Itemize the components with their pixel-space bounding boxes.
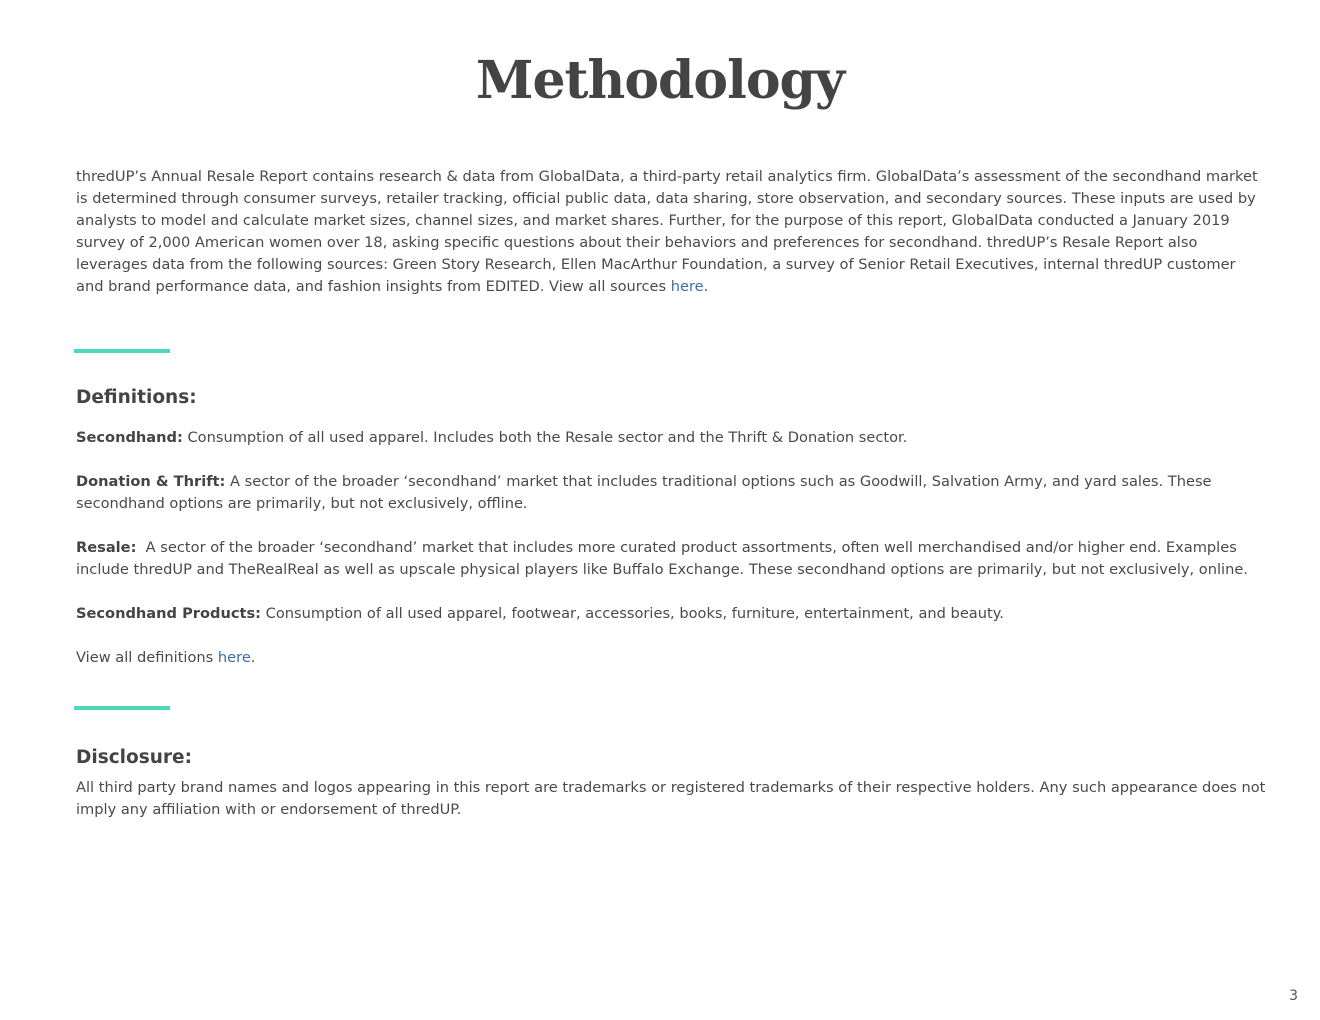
section-divider-definitions [74,349,170,353]
disclosure-text: All third party brand names and logos appearing in this report are trademarks or registered trademarks of their respective holders. Any such appearance does not imply any affiliation with or endorsement of thredUP. [76,779,1266,818]
definition-text: Consumption of all used apparel. Includes both the Resale sector and the Thrift & Donation sector. [182,429,908,446]
section-divider-disclosure [74,706,170,710]
methodology-text: thredUP’s Annual Resale Report contains research & data from GlobalData, a third-party retail analytics firm. GlobalData’s assessment of the secondhand market is determined through consumer surveys, retailer tracking, official public data, data sharing, store observation, and secondary sources. These inputs are used by analysts to model and calculate market sizes, channel sizes, and market shares. Further, for the purpose of this report, GlobalData conducted a January 2019 survey of 2,000 American women over 18, asking specific questions about their behaviors and preferences for secondhand. thredUP’s Resale Report also leverages data from the following sources: Green Story Research, Ellen MacArthur Foundation, a survey of Senior Retail Executives, internal thredUP customer and brand performance data, and fashion insights from EDITED. View all sources [76,168,1258,295]
view-all-definitions-end: . [250,649,256,666]
definition-term: Secondhand Products: [76,605,261,622]
definition-item [76,471,1266,515]
view-definitions-link[interactable]: here [217,649,251,666]
definition-text: Consumption of all used apparel, footwear, accessories, books, furniture, entertainment, and beauty. [260,605,1004,622]
definition-item [76,603,1266,625]
view-all-definitions-text: View all definitions [76,649,218,666]
methodology-end: . [703,278,709,295]
definition-term: Donation & Thrift: [76,473,226,490]
disclosure-heading: Disclosure: [76,747,192,768]
definition-item [76,427,1266,449]
methodology-paragraph [76,166,1266,298]
page-title: Methodology [475,50,845,111]
view-sources-link[interactable]: here [670,278,704,295]
definitions-heading: Definitions: [76,387,197,408]
page-number: 3 [1289,988,1298,1004]
definition-text: A sector of the broader ‘secondhand’ market that includes more curated product assortments, often well merchandised and/or higher end. Examples include thredUP and TheRealReal as well as upscale physical players like Buffalo Exchange. These secondhand options are primarily, but not exclusively, online. [76,539,1248,578]
definition-text: A sector of the broader ‘secondhand’ market that includes traditional options such as Goodwill, Salvation Army, and yard sales. These secondhand options are primarily, but not exclusively, offline. [76,473,1212,512]
definition-item [76,537,1266,581]
view-all-definitions [76,647,1266,669]
definition-term: Resale: [76,539,137,556]
definition-term: Secondhand: [76,429,183,446]
